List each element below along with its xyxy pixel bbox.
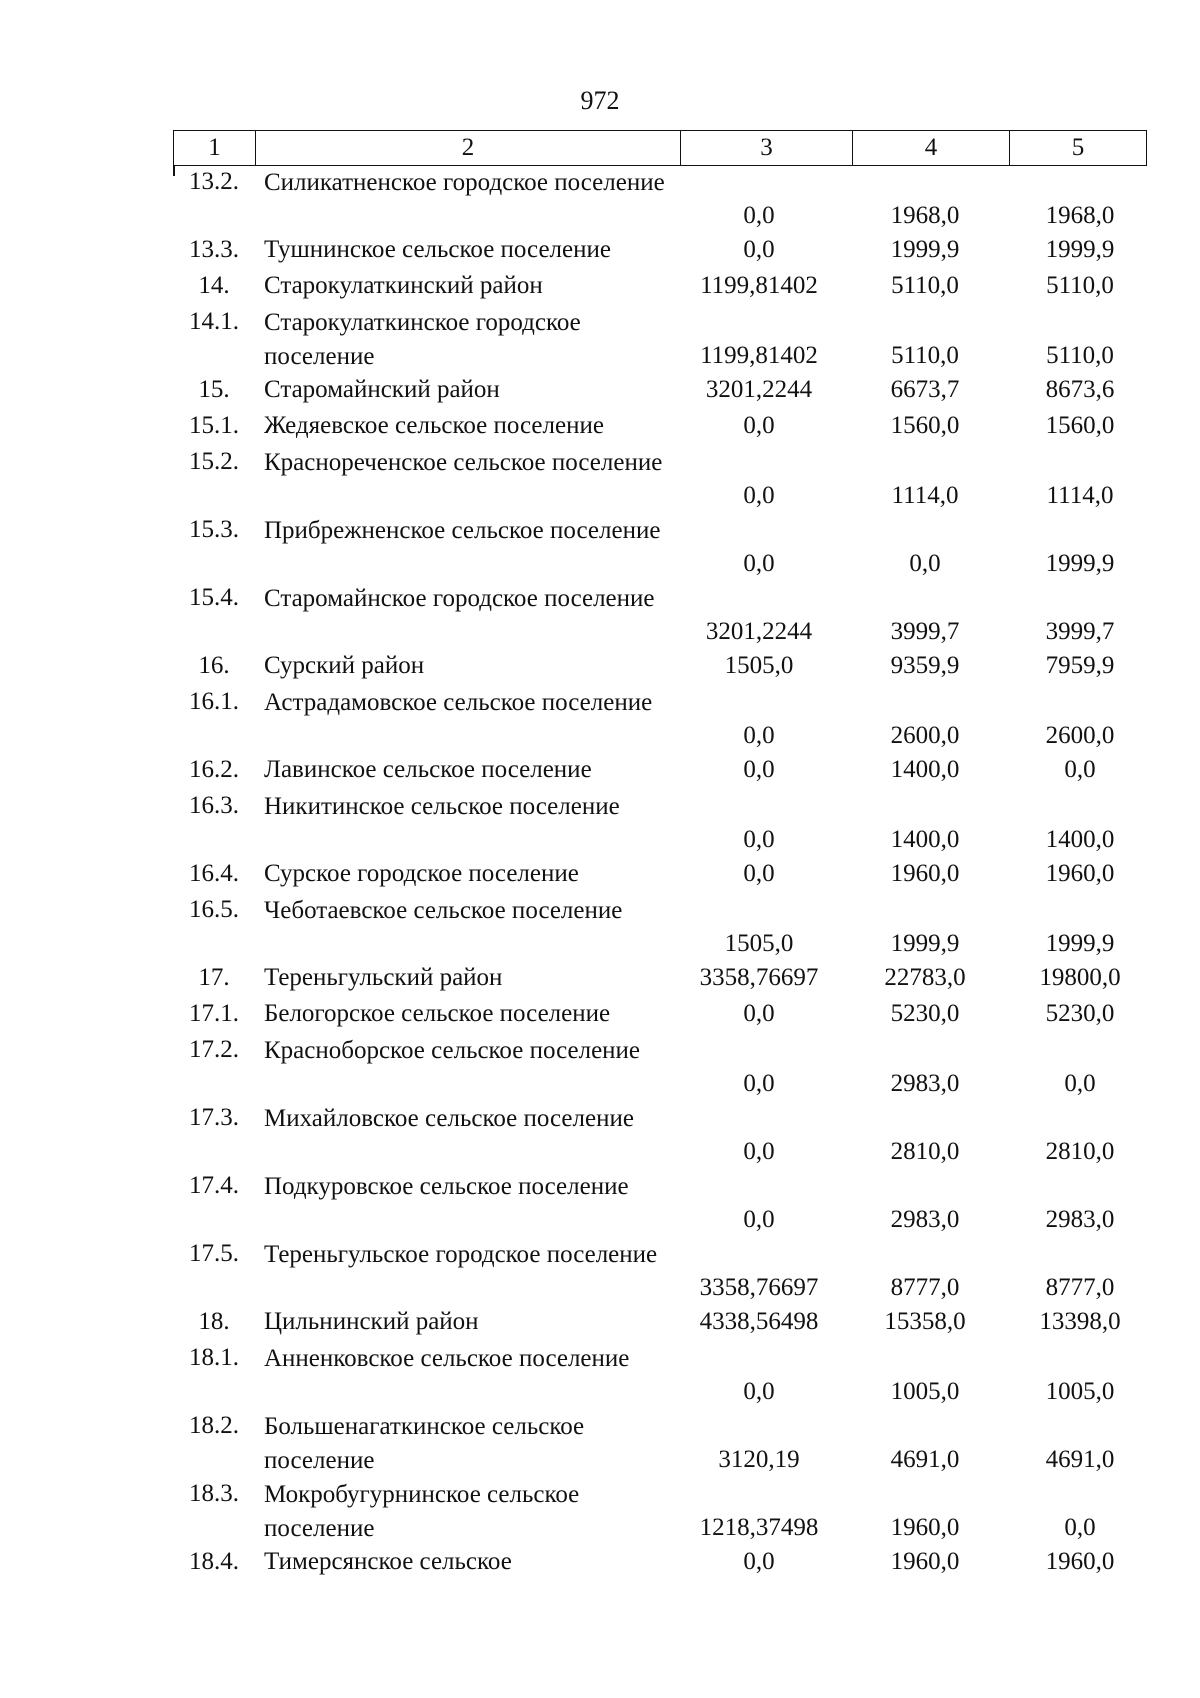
row-number: 17. — [198, 964, 230, 991]
row-value-col4: 1999,9 — [890, 236, 960, 263]
row-name: Никитинское сельское поселение — [264, 793, 620, 820]
row-value-col5: 4691,0 — [1045, 1446, 1115, 1473]
row-name: Анненковское сельское поселение — [264, 1345, 630, 1372]
row-value-col3: 0,0 — [743, 722, 775, 749]
table-row — [0, 894, 1200, 962]
row-value-col4: 1999,9 — [890, 930, 960, 957]
table-row — [0, 166, 1200, 234]
row-value-col5: 1114,0 — [1046, 482, 1114, 509]
row-value-col3: 0,0 — [743, 236, 775, 263]
row-name: Тимерсянское сельское — [264, 1548, 512, 1575]
table-row — [0, 686, 1200, 754]
row-name: Мокробугурнинское сельское поселение — [264, 1481, 580, 1542]
table-row — [0, 1306, 1200, 1342]
row-value-col3: 0,0 — [743, 1070, 775, 1097]
row-value-col5: 1968,0 — [1045, 202, 1115, 229]
row-name: Старомайнское городское поселение — [264, 585, 655, 612]
row-name: Белогорское сельское поселение — [264, 1000, 611, 1027]
row-name: Старокулаткинское городское поселение — [264, 309, 581, 370]
column-header-3: 3 — [681, 131, 853, 166]
row-value-col3: 1218,37498 — [699, 1514, 819, 1541]
row-name: Сурский район — [264, 652, 425, 679]
table-row — [0, 650, 1200, 686]
row-value-col4: 1960,0 — [890, 1514, 960, 1541]
row-value-col5: 8673,6 — [1045, 376, 1115, 403]
row-name: Старокулаткинский район — [264, 272, 543, 299]
table-row — [0, 962, 1200, 998]
row-number: 17.4. — [189, 1172, 239, 1199]
table-row — [0, 446, 1200, 514]
row-name: Сурское городское поселение — [264, 860, 579, 887]
row-number: 15.1. — [189, 412, 239, 439]
row-value-col4: 3999,7 — [890, 618, 960, 645]
column-header-2: 2 — [256, 131, 681, 166]
table-row — [0, 306, 1200, 374]
row-value-col4: 1005,0 — [890, 1378, 960, 1405]
row-number: 18. — [198, 1308, 230, 1335]
row-value-col4: 1560,0 — [890, 412, 960, 439]
row-value-col5: 1400,0 — [1045, 826, 1115, 853]
row-name: Старомайнский район — [264, 376, 500, 403]
table-row — [0, 754, 1200, 790]
row-value-col3: 0,0 — [743, 550, 775, 577]
row-value-col4: 2983,0 — [890, 1206, 960, 1233]
row-value-col5: 8777,0 — [1045, 1274, 1115, 1301]
row-value-col5: 1960,0 — [1045, 1548, 1115, 1575]
column-header-row — [173, 130, 1147, 166]
row-value-col5: 2600,0 — [1045, 722, 1115, 749]
row-value-col4: 4691,0 — [890, 1446, 960, 1473]
row-value-col3: 1199,81402 — [700, 342, 818, 369]
row-value-col4: 9359,9 — [890, 652, 960, 679]
row-number: 18.3. — [189, 1480, 239, 1507]
row-number: 13.2. — [189, 168, 239, 195]
table-row — [0, 790, 1200, 858]
row-value-col5: 19800,0 — [1039, 964, 1121, 991]
row-value-col3: 0,0 — [743, 1548, 775, 1575]
row-value-col3: 0,0 — [743, 412, 775, 439]
column-header-4: 4 — [853, 131, 1010, 166]
row-name: Астрадамовское сельское поселение — [264, 689, 653, 716]
row-number: 14.1. — [189, 308, 239, 335]
row-name: Тереньгульский район — [264, 964, 503, 991]
row-number: 16. — [198, 652, 230, 679]
row-number: 18.4. — [189, 1548, 239, 1575]
row-value-col5: 5110,0 — [1046, 342, 1114, 369]
row-value-col5: 5230,0 — [1045, 1000, 1115, 1027]
row-value-col5: 7959,9 — [1045, 652, 1115, 679]
row-value-col3: 0,0 — [743, 482, 775, 509]
row-value-col4: 2810,0 — [890, 1138, 960, 1165]
row-value-col4: 2600,0 — [890, 722, 960, 749]
row-number: 16.5. — [189, 896, 239, 923]
row-value-col5: 3999,7 — [1045, 618, 1115, 645]
row-value-col4: 6673,7 — [890, 376, 960, 403]
row-value-col5: 1960,0 — [1045, 860, 1115, 887]
table-row — [0, 1342, 1200, 1410]
row-value-col3: 3201,2244 — [705, 618, 813, 645]
row-value-col4: 1960,0 — [890, 860, 960, 887]
row-value-col3: 0,0 — [743, 1000, 775, 1027]
row-value-col4: 1400,0 — [890, 826, 960, 853]
row-value-col4: 5110,0 — [891, 342, 959, 369]
row-number: 17.1. — [189, 1000, 239, 1027]
row-number: 16.3. — [189, 792, 239, 819]
row-value-col5: 13398,0 — [1039, 1308, 1121, 1335]
row-value-col5: 0,0 — [1064, 1070, 1096, 1097]
row-value-col5: 0,0 — [1064, 1514, 1096, 1541]
table-row — [0, 234, 1200, 270]
row-value-col4: 8777,0 — [890, 1274, 960, 1301]
table-row — [0, 374, 1200, 410]
row-number: 14. — [198, 272, 230, 299]
row-value-col3: 3201,2244 — [705, 376, 813, 403]
row-number: 18.2. — [189, 1412, 239, 1439]
row-value-col5: 1005,0 — [1045, 1378, 1115, 1405]
table-row — [0, 270, 1200, 306]
row-number: 17.2. — [189, 1036, 239, 1063]
table-row — [0, 1478, 1200, 1546]
row-name: Тушнинское сельское поселение — [264, 236, 611, 263]
row-value-col4: 5110,0 — [891, 272, 959, 299]
row-value-col5: 1999,9 — [1045, 236, 1115, 263]
row-name: Краснореченское сельское поселение — [264, 449, 663, 476]
row-value-col3: 0,0 — [743, 202, 775, 229]
table-row — [0, 582, 1200, 650]
table-row — [0, 998, 1200, 1034]
table-row — [0, 1170, 1200, 1238]
row-value-col3: 4338,56498 — [699, 1308, 819, 1335]
row-name: Чеботаевское сельское поселение — [264, 897, 623, 924]
row-value-col5: 2810,0 — [1045, 1138, 1115, 1165]
table-row — [0, 858, 1200, 894]
row-value-col3: 1199,81402 — [700, 272, 818, 299]
row-value-col5: 1560,0 — [1045, 412, 1115, 439]
row-name: Большенагаткинское сельское поселение — [264, 1413, 585, 1474]
row-name: Тереньгульское городское поселение — [264, 1241, 658, 1268]
row-value-col3: 0,0 — [743, 1138, 775, 1165]
row-value-col4: 1960,0 — [890, 1548, 960, 1575]
row-value-col4: 5230,0 — [890, 1000, 960, 1027]
table-row — [0, 410, 1200, 446]
row-name: Цильнинский район — [264, 1308, 479, 1335]
row-value-col3: 3358,76697 — [699, 964, 819, 991]
row-value-col5: 2983,0 — [1045, 1206, 1115, 1233]
row-value-col3: 3120,19 — [718, 1446, 800, 1473]
row-value-col3: 1505,0 — [724, 930, 794, 957]
row-number: 13.3. — [189, 236, 239, 263]
row-number: 15.4. — [189, 584, 239, 611]
row-value-col3: 0,0 — [743, 826, 775, 853]
row-name: Красноборское сельское поселение — [264, 1037, 641, 1064]
row-number: 15.2. — [189, 448, 239, 475]
row-name: Силикатненское городское поселение — [264, 169, 665, 196]
row-number: 16.2. — [189, 756, 239, 783]
column-header-1: 1 — [174, 131, 256, 166]
table-body — [0, 166, 1200, 1582]
row-value-col3: 0,0 — [743, 1378, 775, 1405]
row-number: 15. — [198, 376, 230, 403]
row-number: 17.3. — [189, 1104, 239, 1131]
table-row — [0, 1034, 1200, 1102]
row-value-col3: 0,0 — [743, 860, 775, 887]
table-row — [0, 1546, 1200, 1582]
row-value-col4: 1400,0 — [890, 756, 960, 783]
row-value-col3: 0,0 — [743, 756, 775, 783]
row-value-col4: 15358,0 — [884, 1308, 966, 1335]
row-number: 15.3. — [189, 516, 239, 543]
row-number: 16.1. — [189, 688, 239, 715]
row-value-col4: 1968,0 — [890, 202, 960, 229]
table-row — [0, 1102, 1200, 1170]
row-value-col3: 3358,76697 — [699, 1274, 819, 1301]
row-name: Подкуровское сельское поселение — [264, 1173, 629, 1200]
row-value-col3: 1505,0 — [724, 652, 794, 679]
row-value-col4: 0,0 — [909, 550, 941, 577]
table-row — [0, 1410, 1200, 1478]
table-row — [0, 1238, 1200, 1306]
row-value-col5: 1999,9 — [1045, 930, 1115, 957]
row-value-col5: 5110,0 — [1046, 272, 1114, 299]
row-name: Прибрежненское сельское поселение — [264, 517, 661, 544]
table-row — [0, 514, 1200, 582]
row-name: Лавинское сельское поселение — [264, 756, 592, 783]
page-number: 972 — [580, 86, 620, 115]
row-name: Михайловское сельское поселение — [264, 1105, 634, 1132]
row-value-col4: 1114,0 — [891, 482, 959, 509]
row-value-col4: 22783,0 — [884, 964, 966, 991]
row-value-col3: 0,0 — [743, 1206, 775, 1233]
row-value-col5: 0,0 — [1064, 756, 1096, 783]
row-number: 16.4. — [189, 860, 239, 887]
row-number: 18.1. — [189, 1344, 239, 1371]
row-number: 17.5. — [189, 1240, 239, 1267]
row-name: Жедяевское сельское поселение — [264, 412, 604, 439]
row-value-col4: 2983,0 — [890, 1070, 960, 1097]
column-header-5: 5 — [1010, 131, 1147, 166]
row-value-col5: 1999,9 — [1045, 550, 1115, 577]
